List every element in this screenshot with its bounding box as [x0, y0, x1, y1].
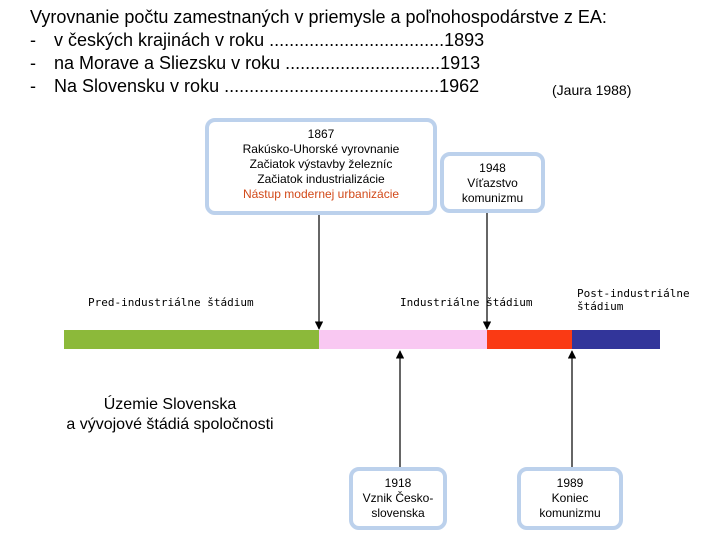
event-line: komunizmu: [461, 191, 524, 205]
event-highlight: Nástup modernej urbanizácie: [242, 187, 400, 201]
heading-item-text: Na Slovensku v roku ...........................................: [54, 76, 440, 96]
heading-item-year: 1962: [439, 76, 480, 96]
event-year: 1989: [556, 476, 584, 490]
heading-title: Vyrovnanie počtu zamestnaných v priemysle a poľnohospodárstve z EA:: [30, 7, 607, 27]
event-box-1989: [517, 467, 623, 530]
bullet: -: [30, 30, 36, 50]
event-line: Začiatok industrializácie: [257, 172, 385, 186]
heading-item-text: na Morave a Sliezsku v roku ...............................: [54, 53, 441, 73]
heading-item-year: 1913: [440, 53, 481, 73]
bullet: -: [30, 76, 36, 96]
event-line: Vznik Česko-: [362, 491, 434, 505]
event-line: Začiatok výstavby železníc: [249, 157, 393, 171]
bullet: -: [30, 53, 36, 73]
event-line: slovenska: [371, 506, 425, 520]
event-box-1918: [349, 467, 447, 530]
stage-industrial: Industriálne štádium: [400, 296, 533, 309]
event-year: 1918: [384, 476, 412, 490]
event-line: Koniec: [551, 491, 589, 505]
event-line: Rakúsko-Uhorské vyrovnanie: [242, 142, 400, 156]
stage-pre-industrial: Pred-industriálne štádium: [88, 296, 254, 309]
heading-item-year: 1893: [444, 30, 485, 50]
event-year: 1948: [479, 161, 506, 175]
stage-post-line: Post-industriálne: [577, 287, 690, 300]
territory-line: a vývojové štádiá spoločnosti: [66, 416, 274, 433]
stage-post-line: štádium: [577, 300, 624, 313]
event-line: Víťazstvo: [467, 176, 518, 190]
territory-line: Územie Slovenska: [103, 396, 237, 413]
heading-item-text: v českých krajinách v roku ...................................: [54, 30, 445, 50]
territory-label: [50, 395, 290, 435]
event-line: komunizmu: [539, 506, 601, 520]
event-year: 1867: [307, 127, 335, 141]
citation: (Jaura 1988): [552, 82, 632, 98]
